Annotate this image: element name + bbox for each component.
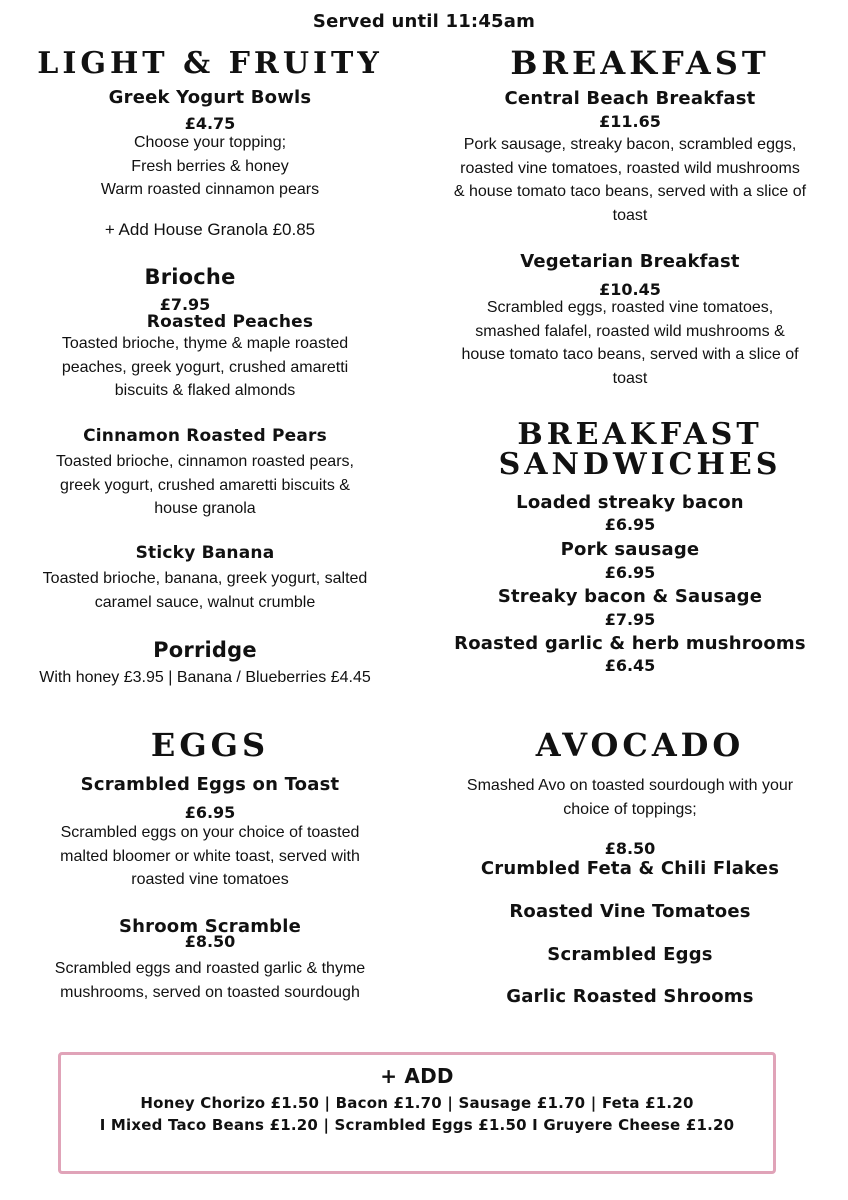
- shroom-scramble-price: £8.50: [184, 932, 236, 951]
- avocado-description: Smashed Avo on toasted sourdough with your choice of toppings;: [466, 777, 794, 818]
- vegetarian-breakfast-price: £10.45: [599, 280, 661, 299]
- sandwich-bacon-sausage-title: Streaky bacon & Sausage: [497, 586, 763, 607]
- granola-addon: + Add House Granola £0.85: [104, 220, 316, 239]
- sandwich-bacon-price: £6.95: [604, 515, 656, 534]
- sandwich-bacon-sausage-price: £7.95: [604, 610, 656, 629]
- add-ons-list: Honey Chorizo £1.50 | Bacon £1.70 | Sausage £1.70 | Feta £1.20 I Mixed Taco Beans £1.20 | Scrambled Eggs £1.50 I Gruyere Cheese £1.20: [99, 1094, 735, 1134]
- brioche-title: Brioche: [144, 265, 236, 289]
- sandwich-mushrooms-price: £6.45: [604, 656, 656, 675]
- porridge-title: Porridge: [153, 638, 257, 662]
- cinnamon-pears-description: Toasted brioche, cinnamon roasted pears, greek yogurt, crushed amaretti biscuits & house granola: [56, 453, 354, 517]
- roasted-peaches-title: Roasted Peaches: [146, 312, 314, 332]
- greek-yogurt-price: £4.75: [184, 114, 236, 133]
- scrambled-eggs-description: Scrambled eggs on your choice of toasted malted bloomer or white toast, served with roasted vine tomatoes: [60, 824, 360, 888]
- avocado-heading: AVOCADO: [535, 726, 745, 764]
- cinnamon-pears-title: Cinnamon Roasted Pears: [83, 426, 327, 446]
- scrambled-eggs-price: £6.95: [184, 803, 236, 822]
- sandwich-sausage-price: £6.95: [604, 563, 656, 582]
- light-fruity-heading: LIGHT & FRUITY: [37, 46, 383, 81]
- avocado-topping-tomatoes: Roasted Vine Tomatoes: [509, 901, 751, 922]
- sandwich-bacon-title: Loaded streaky bacon: [516, 492, 744, 513]
- sandwich-sausage-title: Pork sausage: [560, 539, 700, 560]
- sticky-banana-description: Toasted brioche, banana, greek yogurt, salted caramel sauce, walnut crumble: [42, 570, 368, 611]
- vegetarian-breakfast-description: Scrambled eggs, roasted vine tomatoes, smashed falafel, roasted wild mushrooms & house tomato taco beans, served with a slice of toast: [461, 299, 799, 387]
- greek-yogurt-title: Greek Yogurt Bowls: [108, 87, 312, 108]
- avocado-price: £8.50: [604, 839, 656, 858]
- sticky-banana-title: Sticky Banana: [135, 543, 275, 563]
- breakfast-heading: BREAKFAST: [510, 44, 770, 82]
- shroom-scramble-title: Shroom Scramble: [118, 916, 302, 937]
- central-beach-breakfast-price: £11.65: [599, 112, 661, 131]
- central-beach-breakfast-title: Central Beach Breakfast: [504, 88, 756, 109]
- breakfast-sandwiches-heading: BREAKFAST SANDWICHES: [498, 417, 782, 482]
- roasted-peaches-description: Toasted brioche, thyme & maple roasted peaches, greek yogurt, crushed amaretti biscuits & flaked almonds: [61, 335, 349, 399]
- porridge-options: With honey £3.95 | Banana / Blueberries £4.45: [39, 669, 371, 686]
- avocado-topping-shrooms: Garlic Roasted Shrooms: [506, 986, 754, 1007]
- add-ons-title: + ADD: [380, 1064, 454, 1088]
- served-until-note: Served until 11:45am: [312, 11, 536, 32]
- avocado-topping-feta: Crumbled Feta & Chili Flakes: [480, 858, 780, 879]
- avocado-topping-eggs: Scrambled Eggs: [547, 944, 713, 965]
- brioche-price: £7.95: [159, 295, 211, 314]
- sandwich-mushrooms-title: Roasted garlic & herb mushrooms: [454, 633, 806, 654]
- eggs-heading: EGGS: [150, 726, 270, 764]
- scrambled-eggs-title: Scrambled Eggs on Toast: [80, 774, 340, 795]
- greek-yogurt-description: Choose your topping; Fresh berries & honey Warm roasted cinnamon pears: [100, 134, 320, 198]
- vegetarian-breakfast-title: Vegetarian Breakfast: [520, 251, 740, 272]
- shroom-scramble-description: Scrambled eggs and roasted garlic & thyme mushrooms, served on toasted sourdough: [54, 960, 366, 1001]
- central-beach-breakfast-description: Pork sausage, streaky bacon, scrambled eggs, roasted vine tomatoes, roasted wild mushrooms & house tomato taco beans, served with a slice of toast: [453, 136, 807, 224]
